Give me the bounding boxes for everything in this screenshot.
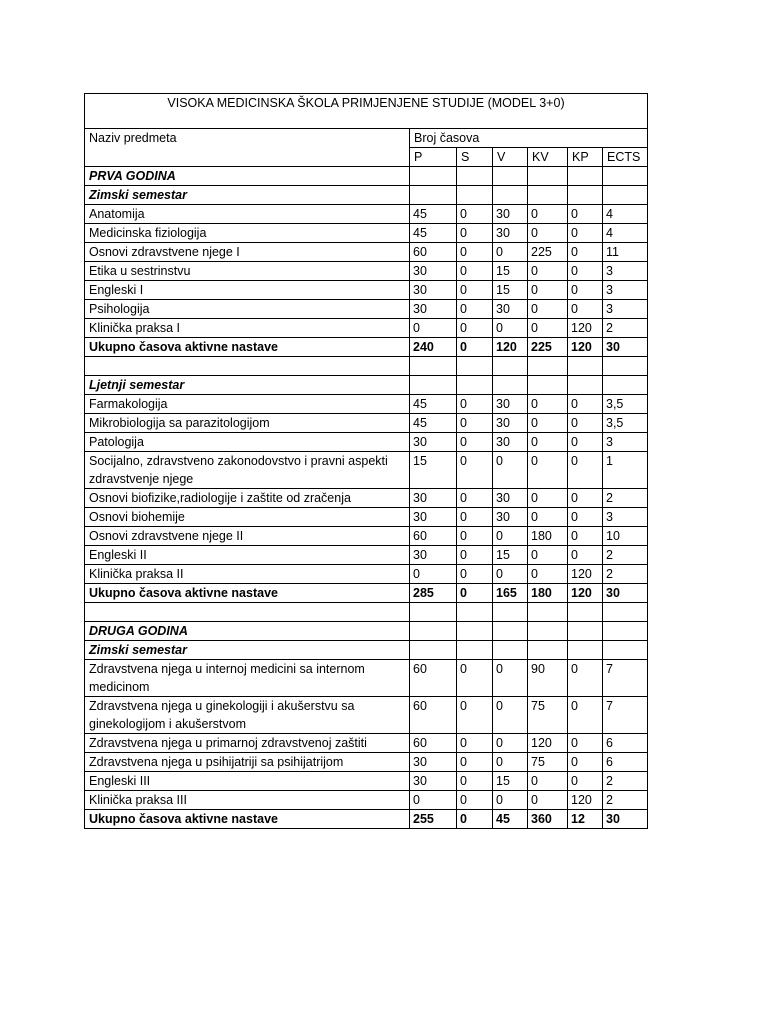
cell-p: 45 [410,414,457,433]
cell-kp: 0 [568,224,603,243]
cell-s: 0 [457,660,493,697]
column-header-ects: ECTS [603,148,648,167]
blank-cell [568,603,603,622]
cell-s: 0 [457,527,493,546]
cell-v: 30 [493,205,528,224]
cell-kp: 0 [568,243,603,262]
cell-s: 0 [457,224,493,243]
total-row [85,584,648,603]
empty-cell [528,622,568,641]
cell-p: 45 [410,395,457,414]
table-row [85,565,648,584]
table-row [85,697,648,734]
cell-s: 0 [457,319,493,338]
cell-ects: 2 [603,772,648,791]
cell-kv: 0 [528,452,568,489]
cell-v: 30 [493,414,528,433]
empty-cell [603,622,648,641]
empty-cell [568,167,603,186]
empty-cell [493,641,528,660]
blank-cell [493,603,528,622]
subject-name: Engleski I [85,281,410,300]
subject-name: Zdravstvena njega u primarnoj zdravstvenoj zaštiti [85,734,410,753]
cell-p: 15 [410,452,457,489]
cell-kp: 0 [568,414,603,433]
cell-ects: 2 [603,319,648,338]
table-row [85,300,648,319]
cell-v: 45 [493,810,528,829]
cell-v: 0 [493,753,528,772]
section-row [85,167,648,186]
table-row [85,319,648,338]
cell-v: 0 [493,319,528,338]
cell-v: 30 [493,224,528,243]
cell-kv: 0 [528,205,568,224]
cell-kp: 0 [568,527,603,546]
column-header-kv: KV [528,148,568,167]
subject-name: Klinička praksa I [85,319,410,338]
empty-cell [528,167,568,186]
cell-ects: 3,5 [603,414,648,433]
subject-name: Etika u sestrinstvu [85,262,410,281]
blank-cell [410,603,457,622]
cell-kp: 0 [568,772,603,791]
cell-v: 0 [493,791,528,810]
cell-p: 30 [410,433,457,452]
blank-cell [85,603,410,622]
cell-s: 0 [457,734,493,753]
blank-row [85,357,648,376]
empty-cell [410,622,457,641]
table-row [85,791,648,810]
cell-v: 120 [493,338,528,357]
column-header-kp: KP [568,148,603,167]
cell-ects: 3 [603,508,648,527]
empty-cell [603,167,648,186]
cell-kp: 0 [568,395,603,414]
cell-v: 0 [493,565,528,584]
empty-cell [457,641,493,660]
table-row [85,546,648,565]
blank-cell [410,357,457,376]
cell-p: 45 [410,224,457,243]
subject-name: Klinička praksa III [85,791,410,810]
cell-s: 0 [457,281,493,300]
section-row [85,376,648,395]
cell-s: 0 [457,452,493,489]
cell-s: 0 [457,508,493,527]
subject-name: Medicinska fiziologija [85,224,410,243]
cell-kv: 0 [528,489,568,508]
total-row [85,338,648,357]
cell-kv: 0 [528,281,568,300]
cell-kv: 120 [528,734,568,753]
subject-name: Osnovi zdravstvene njege I [85,243,410,262]
table-row [85,205,648,224]
cell-ects: 2 [603,489,648,508]
table-row [85,753,648,772]
cell-ects: 3 [603,433,648,452]
cell-kv: 75 [528,697,568,734]
cell-v: 165 [493,584,528,603]
cell-s: 0 [457,262,493,281]
cell-kp: 0 [568,734,603,753]
cell-ects: 7 [603,660,648,697]
cell-s: 0 [457,565,493,584]
column-header-s: S [457,148,493,167]
blank-cell [603,357,648,376]
cell-kv: 0 [528,791,568,810]
cell-v: 15 [493,262,528,281]
cell-kv: 90 [528,660,568,697]
empty-cell [568,186,603,205]
cell-kp: 120 [568,791,603,810]
cell-v: 30 [493,489,528,508]
cell-p: 30 [410,489,457,508]
cell-s: 0 [457,772,493,791]
cell-v: 15 [493,281,528,300]
table-row [85,772,648,791]
cell-s: 0 [457,546,493,565]
subject-name: Osnovi zdravstvene njege II [85,527,410,546]
cell-kv: 0 [528,224,568,243]
empty-cell [528,641,568,660]
cell-s: 0 [457,243,493,262]
subject-name: Socijalno, zdravstveno zakonodovstvo i pravni aspekti zdravstvenje njege [85,452,410,489]
subject-name: Engleski II [85,546,410,565]
cell-p: 30 [410,546,457,565]
cell-s: 0 [457,489,493,508]
cell-kp: 0 [568,697,603,734]
table-title-row [85,94,648,129]
table-row [85,414,648,433]
cell-s: 0 [457,205,493,224]
empty-cell [568,622,603,641]
subject-name: Osnovi biohemije [85,508,410,527]
empty-cell [457,622,493,641]
cell-v: 30 [493,508,528,527]
cell-v: 0 [493,697,528,734]
cell-p: 30 [410,262,457,281]
blank-cell [493,357,528,376]
cell-kv: 0 [528,395,568,414]
empty-cell [410,186,457,205]
cell-kp: 0 [568,300,603,319]
cell-ects: 1 [603,452,648,489]
blank-cell [85,357,410,376]
cell-v: 15 [493,772,528,791]
empty-cell [568,376,603,395]
cell-s: 0 [457,300,493,319]
cell-kv: 0 [528,565,568,584]
subject-name: Engleski III [85,772,410,791]
cell-p: 60 [410,734,457,753]
cell-kv: 225 [528,243,568,262]
cell-s: 0 [457,810,493,829]
blank-cell [528,357,568,376]
cell-kp: 0 [568,452,603,489]
cell-p: 285 [410,584,457,603]
table-row [85,489,648,508]
cell-v: 30 [493,433,528,452]
cell-ects: 30 [603,810,648,829]
cell-s: 0 [457,414,493,433]
cell-kp: 0 [568,262,603,281]
cell-kv: 180 [528,527,568,546]
table-row [85,433,648,452]
cell-ects: 4 [603,224,648,243]
cell-kv: 0 [528,772,568,791]
cell-p: 255 [410,810,457,829]
cell-ects: 11 [603,243,648,262]
empty-cell [528,186,568,205]
section-label: Ljetnji semestar [85,376,410,395]
cell-p: 30 [410,753,457,772]
hours-header: Broj časova [410,129,648,148]
section-label: DRUGA GODINA [85,622,410,641]
empty-cell [568,641,603,660]
subject-name: Mikrobiologija sa parazitologijom [85,414,410,433]
empty-cell [457,167,493,186]
subject-name: Psihologija [85,300,410,319]
empty-cell [410,641,457,660]
cell-kv: 0 [528,546,568,565]
table-row [85,508,648,527]
section-row [85,641,648,660]
curriculum-table [84,93,648,829]
subject-name: Zdravstvena njega u psihijatriji sa psihijatrijom [85,753,410,772]
table-row [85,224,648,243]
document-title: VISOKA MEDICINSKA ŠKOLA PRIMJENJENE STUDIJE (MODEL 3+0) [167,96,565,110]
cell-s: 0 [457,791,493,810]
cell-v: 0 [493,243,528,262]
blank-cell [603,603,648,622]
blank-cell [568,357,603,376]
subject-name: Zdravstvena njega u internoj medicini sa internom medicinom [85,660,410,697]
cell-s: 0 [457,338,493,357]
empty-cell [603,641,648,660]
empty-cell [603,186,648,205]
subject-name: Zdravstvena njega u ginekologiji i akušerstvu sa ginekologijom i akušerstvom [85,697,410,734]
cell-ects: 3 [603,262,648,281]
section-row [85,622,648,641]
blank-cell [528,603,568,622]
cell-kp: 0 [568,433,603,452]
cell-kp: 120 [568,584,603,603]
cell-s: 0 [457,753,493,772]
cell-kp: 0 [568,753,603,772]
cell-kp: 0 [568,508,603,527]
section-label: Zimski semestar [85,641,410,660]
cell-p: 0 [410,791,457,810]
cell-kp: 0 [568,281,603,300]
cell-ects: 4 [603,205,648,224]
cell-ects: 2 [603,791,648,810]
blank-cell [457,357,493,376]
cell-s: 0 [457,584,493,603]
cell-s: 0 [457,395,493,414]
cell-p: 240 [410,338,457,357]
empty-cell [493,622,528,641]
table-row [85,395,648,414]
cell-ects: 10 [603,527,648,546]
table-row [85,734,648,753]
empty-cell [493,186,528,205]
subject-name: Farmakologija [85,395,410,414]
cell-p: 60 [410,697,457,734]
cell-kp: 0 [568,205,603,224]
cell-ects: 3,5 [603,395,648,414]
cell-p: 60 [410,243,457,262]
subject-name: Anatomija [85,205,410,224]
cell-p: 0 [410,565,457,584]
cell-kv: 0 [528,414,568,433]
total-label: Ukupno časova aktivne nastave [85,584,410,603]
subject-name: Osnovi biofizike,radiologije i zaštite od zračenja [85,489,410,508]
cell-v: 0 [493,660,528,697]
cell-ects: 3 [603,300,648,319]
cell-kv: 0 [528,508,568,527]
table-row [85,281,648,300]
total-row [85,810,648,829]
cell-v: 30 [493,300,528,319]
subject-name: Klinička praksa II [85,565,410,584]
total-label: Ukupno časova aktivne nastave [85,338,410,357]
table-row [85,660,648,697]
blank-row [85,603,648,622]
cell-kv: 0 [528,433,568,452]
cell-s: 0 [457,433,493,452]
cell-v: 30 [493,395,528,414]
cell-p: 30 [410,300,457,319]
section-label: Zimski semestar [85,186,410,205]
cell-kv: 0 [528,300,568,319]
cell-ects: 30 [603,584,648,603]
cell-kv: 0 [528,262,568,281]
cell-kp: 120 [568,338,603,357]
cell-v: 0 [493,734,528,753]
cell-ects: 3 [603,281,648,300]
cell-p: 45 [410,205,457,224]
cell-kv: 180 [528,584,568,603]
cell-p: 30 [410,508,457,527]
table-title-cell [85,94,648,129]
section-label: PRVA GODINA [85,167,410,186]
cell-kp: 12 [568,810,603,829]
empty-cell [603,376,648,395]
empty-cell [410,376,457,395]
cell-ects: 2 [603,546,648,565]
cell-kp: 120 [568,565,603,584]
empty-cell [457,186,493,205]
section-row [85,186,648,205]
cell-v: 0 [493,452,528,489]
column-header-v: V [493,148,528,167]
cell-kp: 0 [568,489,603,508]
cell-ects: 6 [603,734,648,753]
cell-v: 15 [493,546,528,565]
blank-cell [457,603,493,622]
empty-cell [457,376,493,395]
empty-cell [528,376,568,395]
cell-kp: 0 [568,660,603,697]
cell-p: 60 [410,527,457,546]
cell-kp: 0 [568,546,603,565]
cell-kv: 0 [528,319,568,338]
column-header-p: P [410,148,457,167]
cell-ects: 30 [603,338,648,357]
cell-kv: 75 [528,753,568,772]
total-label: Ukupno časova aktivne nastave [85,810,410,829]
cell-p: 0 [410,319,457,338]
cell-s: 0 [457,697,493,734]
table-row [85,452,648,489]
empty-cell [410,167,457,186]
empty-cell [493,376,528,395]
table-row [85,527,648,546]
cell-kv: 360 [528,810,568,829]
cell-kp: 120 [568,319,603,338]
empty-cell [493,167,528,186]
subject-name: Patologija [85,433,410,452]
cell-p: 60 [410,660,457,697]
cell-kv: 225 [528,338,568,357]
table-row [85,243,648,262]
cell-p: 30 [410,281,457,300]
table-row [85,262,648,281]
cell-p: 30 [410,772,457,791]
header-row [85,129,648,148]
subject-header: Naziv predmeta [85,129,410,167]
cell-v: 0 [493,527,528,546]
cell-ects: 7 [603,697,648,734]
cell-ects: 2 [603,565,648,584]
cell-ects: 6 [603,753,648,772]
